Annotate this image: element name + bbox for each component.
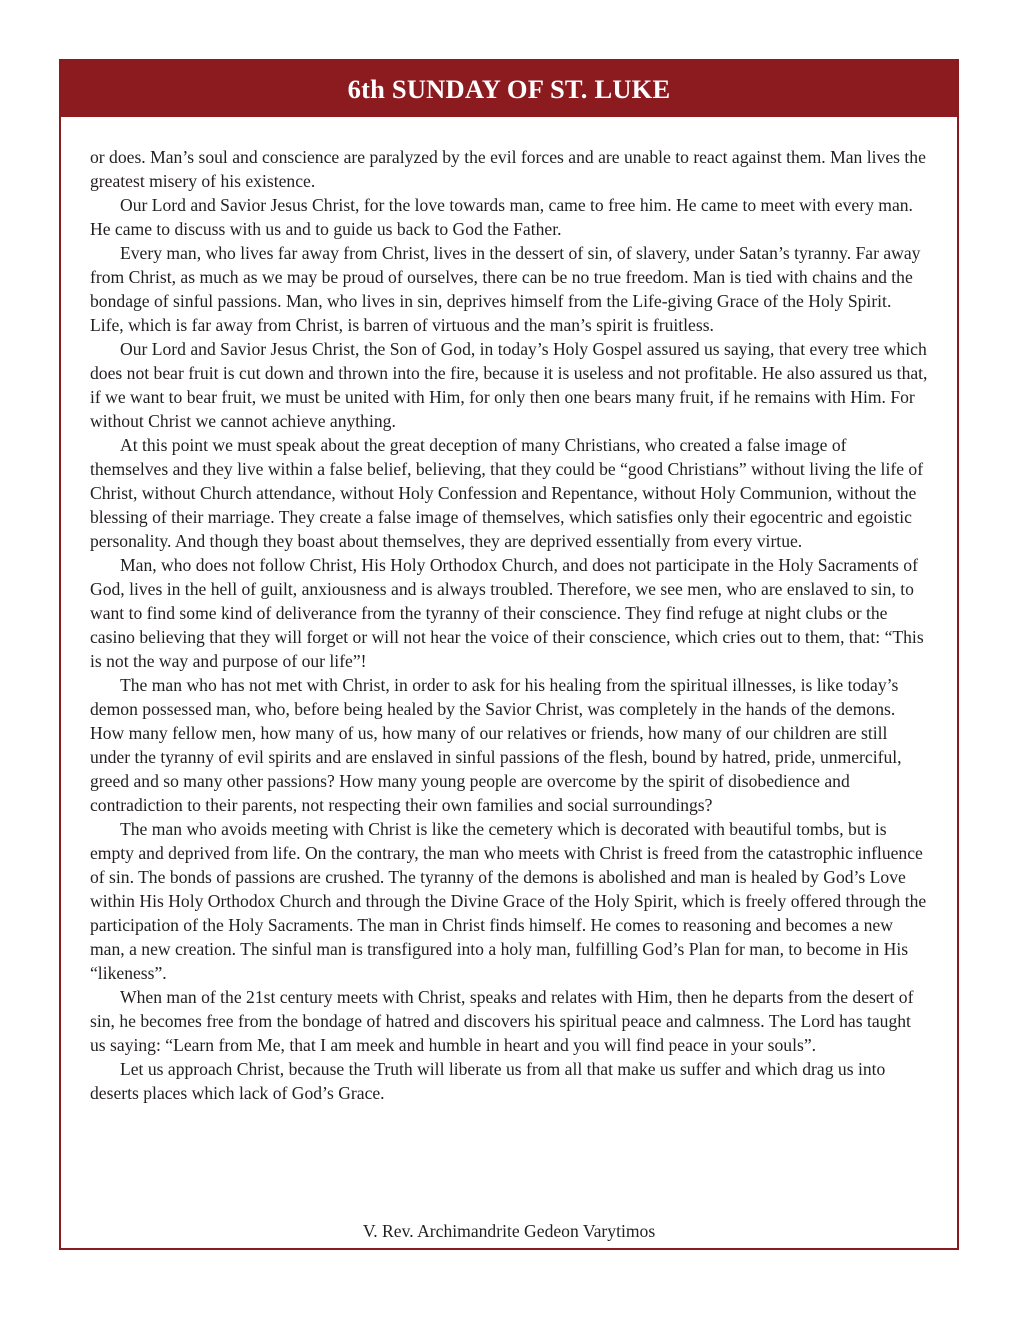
page-title: 6th SUNDAY OF ST. LUKE	[61, 61, 957, 117]
page-frame	[59, 59, 959, 1250]
paragraph: Let us approach Christ, because the Truth will liberate us from all that make us suffer and which drag us into deserts places which lack of God’s Grace.	[90, 1059, 886, 1103]
paragraph: Our Lord and Savior Jesus Christ, for the love towards man, came to free him. He came to meet with every man. He came to discuss with us and to guide us back to God the Father.	[90, 195, 913, 239]
paragraph: The man who has not met with Christ, in order to ask for his healing from the spiritual illnesses, is like today’s demon possessed man, who, before being healed by the Savior Christ, was completely in the hands of the demons. How many fellow men, how many of us, how many of our relatives or friends, how many of our children are still under the tyranny of evil spirits and are enslaved in sinful passions of the flesh, bound by hatred, pride, unmerciful, greed and so many other passions? How many young people are overcome by the spirit of disobedience and contradiction to their parents, not respecting their own families and social surroundings?	[90, 675, 902, 815]
paragraph: Our Lord and Savior Jesus Christ, the Son of God, in today’s Holy Gospel assured us saying, that every tree which does not bear fruit is cut down and thrown into the fire, because it is useless and not profitable. He also assured us that, if we want to bear fruit, we must be united with Him, for only then one bears many fruit, if he remains with Him. For without Christ we cannot achieve anything.	[90, 339, 928, 431]
paragraph: The man who avoids meeting with Christ is like the cemetery which is decorated with beautiful tombs, but is empty and deprived from life. On the contrary, the man who meets with Christ is freed from the catastrophic influence of sin. The bonds of passions are crushed. The tyranny of the demons is abolished and man is healed by God’s Love within His Holy Orthodox Church and through the Divine Grace of the Holy Spirit, which is freely offered through the participation of the Holy Sacraments. The man in Christ finds himself. He comes to reasoning and becomes a new man, a new creation. The sinful man is transfigured into a holy man, fulfilling God’s Plan for man, to become in His “likeness”.	[90, 819, 927, 983]
paragraph: Man, who does not follow Christ, His Holy Orthodox Church, and does not participate in the Holy Sacraments of God, lives in the hell of guilt, anxiousness and is always troubled. Therefore, we see men, who are enslaved to sin, to want to find some kind of deliverance from the tyranny of their conscience. They find refuge at night clubs or the casino believing that they will forget or will not hear the voice of their conscience, which cries out to them, that: “This is not the way and purpose of our life”!	[90, 555, 924, 671]
paragraph: At this point we must speak about the great deception of many Christians, who created a false image of themselves and they live within a false belief, believing, that they could be “good Christians” without living the life of Christ, without Church attendance, without Holy Confession and Repentance, without Holy Communion, without the blessing of their marriage. They create a false image of themselves, which satisfies only their egocentric and egoistic personality. And though they boast about themselves, they are deprived essentially from every virtue.	[90, 435, 924, 551]
sermon-body	[61, 61, 957, 1105]
paragraph: When man of the 21st century meets with Christ, speaks and relates with Him, then he departs from the desert of sin, he becomes free from the bondage of hatred and discovers his spiritual peace and calmness. The Lord has taught us saying: “Learn from Me, that I am meek and humble in heart and you will find peace in your souls”.	[90, 987, 914, 1055]
paragraph: or does. Man’s soul and conscience are paralyzed by the evil forces and are unable to react against them. Man lives the greatest misery of his existence.	[90, 147, 926, 191]
author-signature: V. Rev. Archimandrite Gedeon Varytimos	[362, 1221, 656, 1241]
paragraph: Every man, who lives far away from Christ, lives in the dessert of sin, of slavery, under Satan’s tyranny. Far away from Christ, as much as we may be proud of ourselves, there can be no true freedom. Man is tied with chains and the bondage of sinful passions. Man, who lives in sin, deprives himself from the Life-giving Grace of the Holy Spirit. Life, which is far away from Christ, is barren of virtuous and the man’s spirit is fruitless.	[90, 243, 921, 335]
